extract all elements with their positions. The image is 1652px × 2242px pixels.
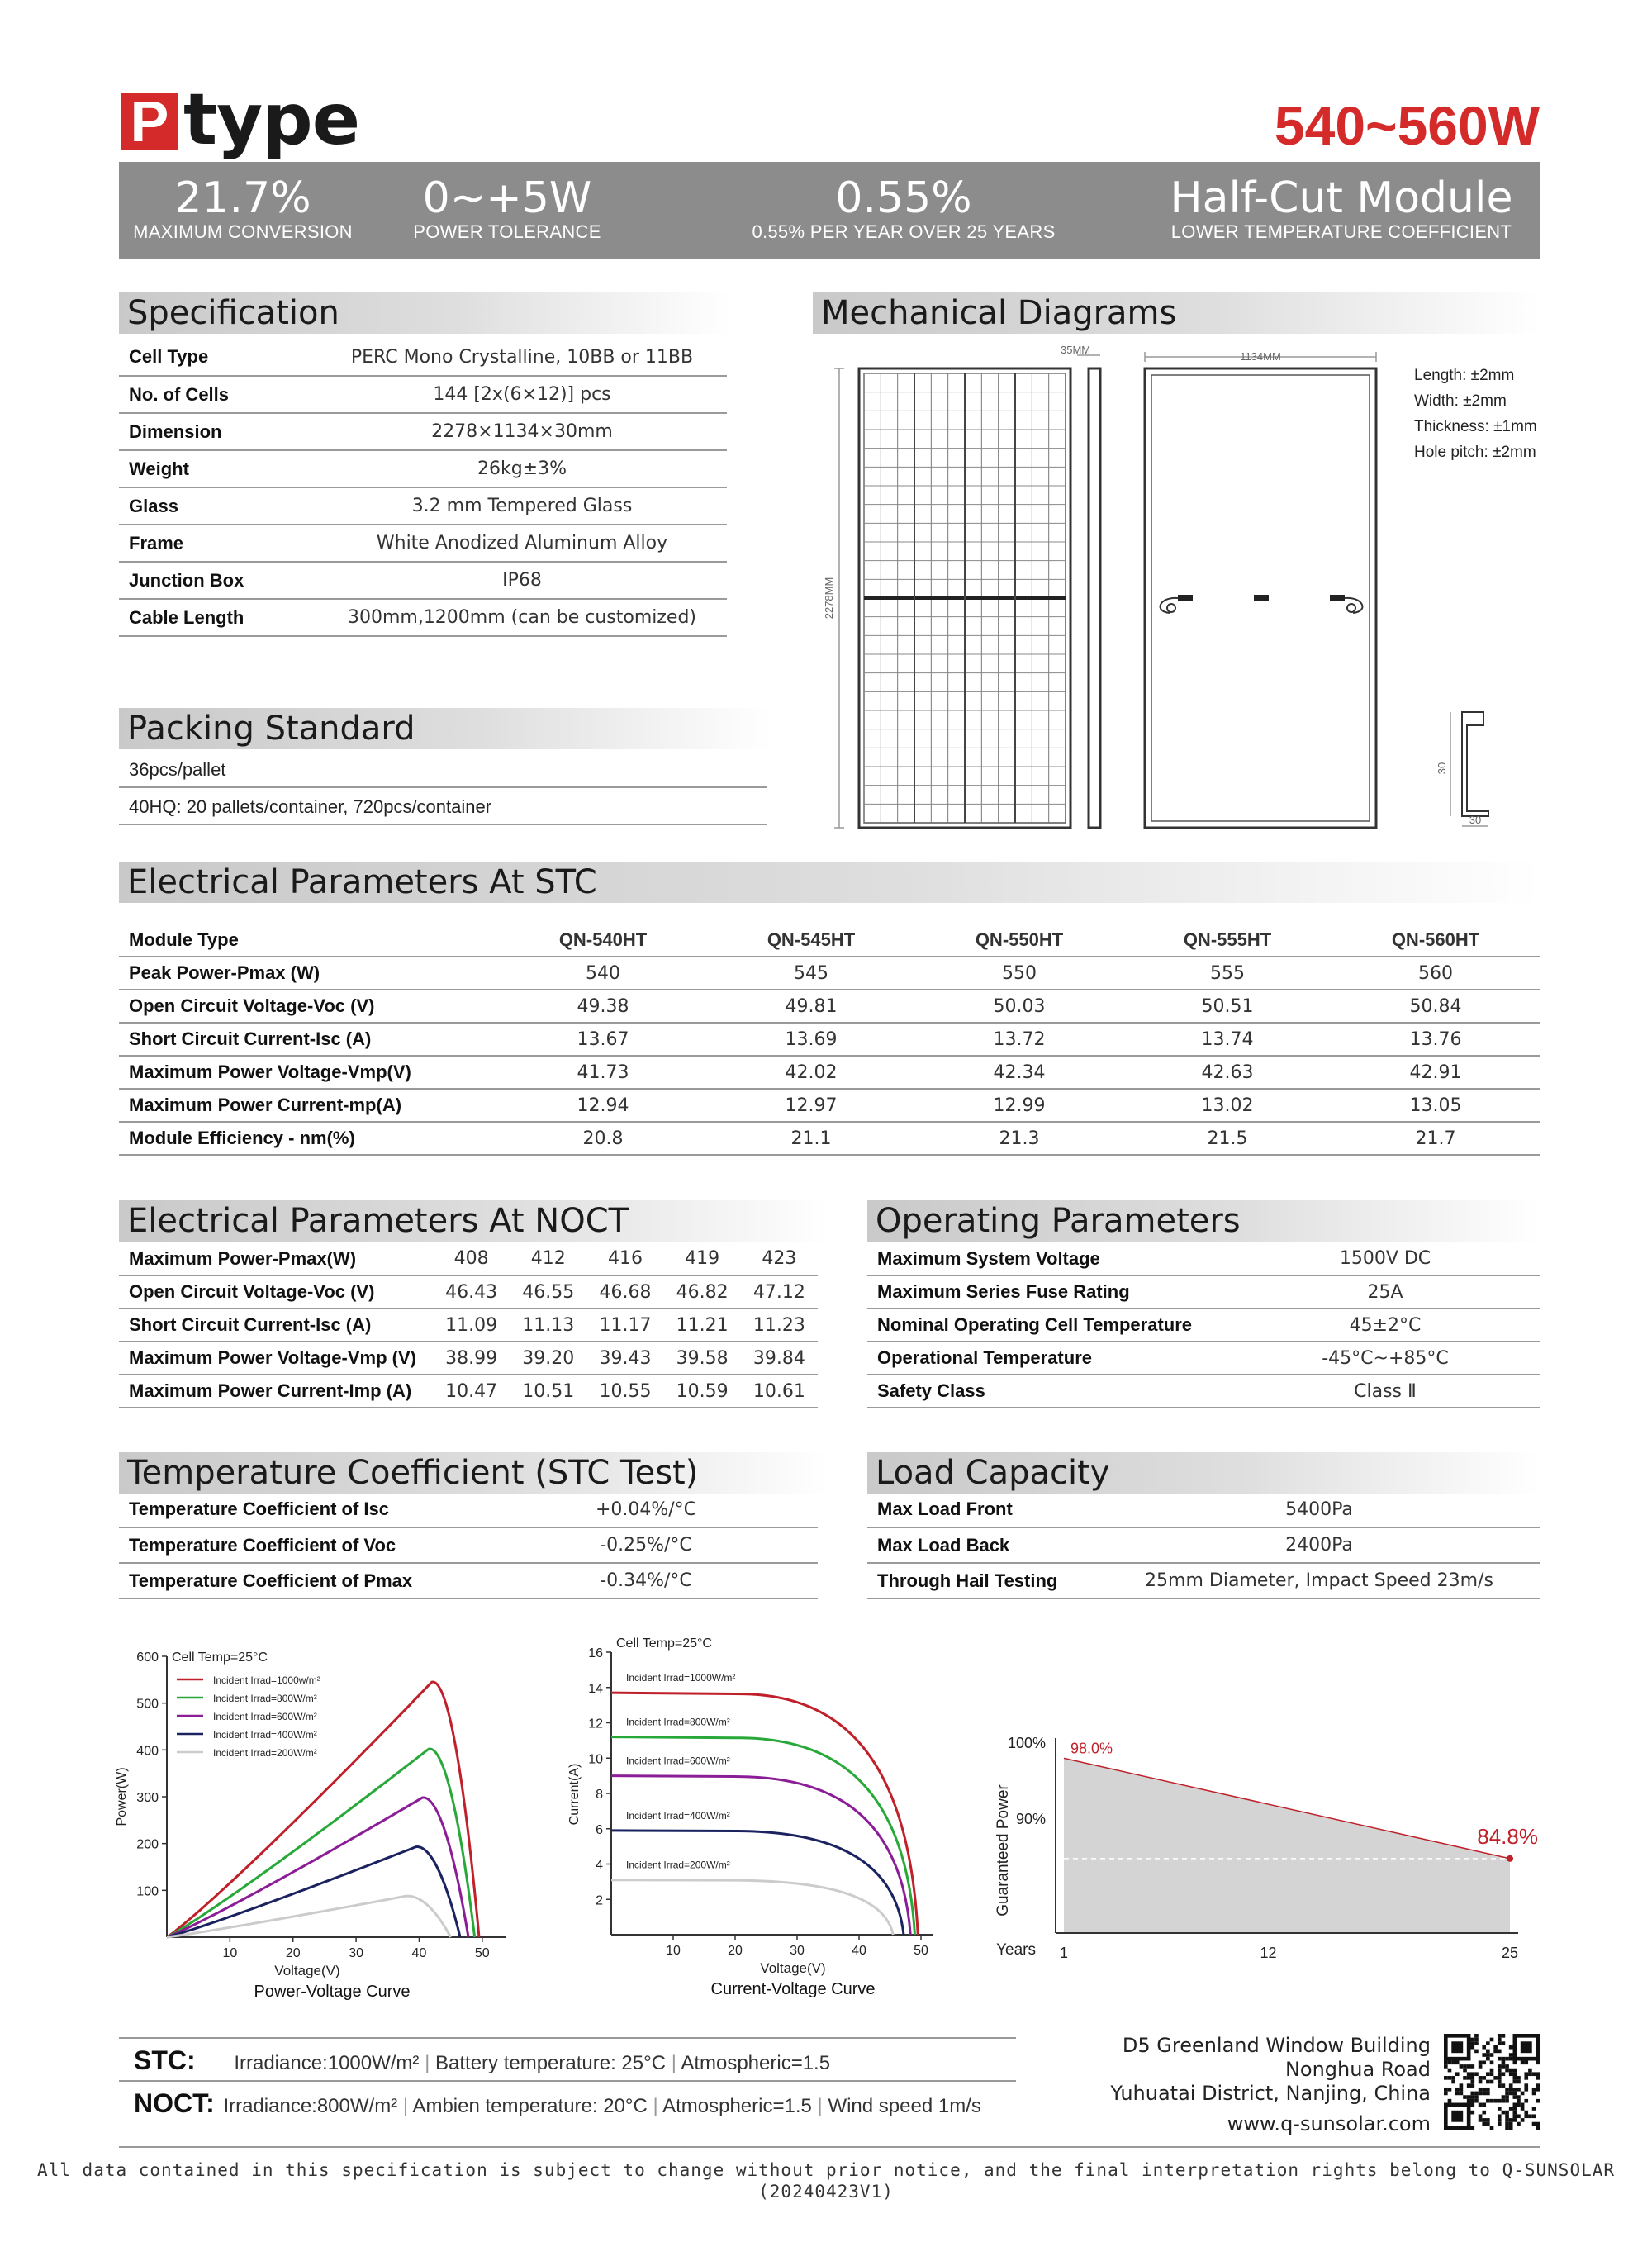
stc-header: Electrical Parameters At STC	[119, 862, 1540, 903]
noct-row-label: Maximum Power-Pmax(W)	[119, 1242, 433, 1275]
noct-row-value: 412	[510, 1242, 586, 1275]
banner-caption: MAXIMUM CONVERSION	[133, 221, 353, 242]
y-tick-label: 14	[588, 1681, 603, 1696]
stc-header-row-value: QN-550HT	[915, 924, 1123, 957]
temp-coefficient-table	[119, 1492, 818, 1599]
series-label: Incident Irrad=800W/m²	[626, 1716, 730, 1728]
operating-header: Operating Parameters	[867, 1200, 1540, 1242]
stc-condition: Battery temperature: 25°C	[435, 2052, 667, 2074]
spec-row-value: 26kg±3%	[317, 450, 727, 487]
stc-condition: Atmospheric=1.5	[681, 2052, 831, 2074]
operating-row-value: 45±2°C	[1231, 1309, 1540, 1342]
noct-condition: Ambien temperature: 20°C	[412, 2095, 648, 2117]
stc-row-value: 13.02	[1123, 1089, 1332, 1122]
chart-title: Current-Voltage Curve	[710, 1980, 876, 1998]
stc-row-value: 13.05	[1332, 1089, 1540, 1122]
divider	[119, 2037, 1016, 2039]
stc-row-label: Open Circuit Voltage-Voc (V)	[119, 990, 499, 1023]
banner-caption: LOWER TEMPERATURE COEFFICIENT	[1170, 221, 1512, 242]
x-tick-label: 40	[852, 1944, 866, 1958]
address-line: Nonghua Road	[1284, 2058, 1431, 2081]
noct-row-value: 419	[664, 1242, 741, 1275]
noct-conditions: NOCT: Irradiance:800W/m² | Ambien temperature: 20°C | Atmospheric=1.5 | Wind speed 1m/s	[134, 2088, 981, 2118]
stc-row-value: 560	[1332, 957, 1540, 990]
operating-row-label: Operational Temperature	[867, 1342, 1231, 1375]
banner-conversion	[119, 175, 367, 243]
stc-row-value: 21.1	[707, 1122, 915, 1155]
noct-row-value: 10.59	[664, 1375, 741, 1408]
y-axis-label: Power(W)	[115, 1767, 129, 1826]
spec-row	[119, 562, 727, 599]
spec-row-label: Cable Length	[119, 599, 317, 636]
noct-row-value: 11.21	[664, 1309, 741, 1342]
spec-row-label: Dimension	[119, 413, 317, 450]
x-tick-label: 10	[222, 1946, 238, 1960]
banner-value: 21.7%	[174, 173, 311, 223]
spec-row-value: IP68	[317, 562, 727, 599]
y-tick-label: 4	[596, 1858, 603, 1873]
power-voltage-chart	[107, 1640, 553, 2003]
noct-row-value: 46.82	[664, 1275, 741, 1309]
legend-label: Incident Irrad=800W/m²	[213, 1693, 317, 1704]
noct-condition: Atmospheric=1.5	[662, 2095, 812, 2117]
stc-row-label: Maximum Power Current-mp(A)	[119, 1089, 499, 1122]
dim-frame-height: 30	[1436, 762, 1448, 775]
iv-series-line	[611, 1831, 904, 1935]
x-tick-label: 50	[474, 1946, 490, 1960]
series-label: Incident Irrad=1000W/m²	[626, 1672, 736, 1684]
operating-row-label: Maximum Series Fuse Rating	[867, 1275, 1231, 1309]
x-tick-label: 25	[1501, 1945, 1519, 1961]
banner-halfcut	[1168, 175, 1515, 243]
chart-title: Power-Voltage Curve	[254, 1983, 411, 2001]
x-tick-label: 30	[790, 1944, 805, 1958]
x-tick-label: 30	[349, 1946, 363, 1960]
stc-row-value: 49.38	[499, 990, 707, 1023]
spec-row	[119, 339, 727, 376]
dim-thickness-label: 35MM	[1061, 344, 1091, 356]
dim-width-label: 1134MM	[1240, 350, 1281, 363]
noct-row-value: 416	[586, 1242, 663, 1275]
tolerance-thickness: Thickness: ±1mm	[1414, 418, 1537, 435]
stc-row-value: 12.99	[915, 1089, 1123, 1122]
spec-row-label: Cell Type	[119, 339, 317, 376]
load-row-label: Max Load Back	[867, 1527, 1099, 1563]
spec-row-value: 144 [2x(6×12)] pcs	[317, 376, 727, 413]
x-tick-label: 10	[666, 1944, 681, 1958]
x-tick-label: 20	[728, 1944, 743, 1958]
y-tick-label: 8	[596, 1788, 603, 1802]
noct-row	[119, 1309, 818, 1342]
iv-series-line	[611, 1880, 893, 1935]
stc-header-row-value: QN-560HT	[1332, 924, 1540, 957]
power-warranty-chart	[983, 1727, 1553, 1974]
footer-disclaimer: All data contained in this specification is subject to change without prior notice, and the final interpretation rights belong to Q-SUNSOLAR (20240423V1)	[36, 2160, 1616, 2202]
stc-row-value: 13.76	[1332, 1023, 1540, 1056]
website-link[interactable]: www.q-sunsolar.com	[1227, 2112, 1431, 2135]
stc-row-value: 50.51	[1123, 990, 1332, 1023]
temp-coef-row-label: Temperature Coefficient of Isc	[119, 1492, 474, 1527]
stc-row-value: 50.84	[1332, 990, 1540, 1023]
stc-row-value: 49.81	[707, 990, 915, 1023]
x-axis-label: Voltage(V)	[760, 1960, 826, 1976]
temp-coef-row-value: +0.04%/°C	[474, 1492, 818, 1527]
panel-back-view	[1145, 368, 1376, 828]
noct-row-label: Open Circuit Voltage-Voc (V)	[119, 1275, 433, 1309]
banner-value: 0.55%	[835, 173, 972, 223]
banner-caption: POWER TOLERANCE	[413, 221, 601, 242]
stc-row-label: Maximum Power Voltage-Vmp(V)	[119, 1056, 499, 1089]
load-row	[867, 1527, 1540, 1563]
pv-series-line	[167, 1798, 468, 1937]
operating-row-value: Class Ⅱ	[1231, 1375, 1540, 1408]
stc-conditions: STC: Irradiance:1000W/m² | Battery temperature: 25°C | Atmospheric=1.5	[134, 2045, 831, 2075]
x-tick-label: 1	[1059, 1945, 1069, 1961]
noct-row-value: 39.58	[664, 1342, 741, 1375]
y-axis-label: Current(A)	[567, 1763, 582, 1826]
noct-condition: Irradiance:800W/m²	[223, 2095, 398, 2117]
stc-row-value: 42.91	[1332, 1056, 1540, 1089]
noct-row-value: 39.84	[741, 1342, 818, 1375]
stc-row-value: 13.72	[915, 1023, 1123, 1056]
operating-row	[867, 1375, 1540, 1408]
stc-header-row-value: QN-545HT	[707, 924, 915, 957]
packing-list	[119, 752, 767, 825]
stc-row-value: 12.94	[499, 1089, 707, 1122]
operating-row-value: -45°C~+85°C	[1231, 1342, 1540, 1375]
stc-row	[119, 1056, 1540, 1089]
noct-row	[119, 1342, 818, 1375]
stc-condition: Irradiance:1000W/m²	[234, 2052, 420, 2074]
dim-frame-width: 30	[1469, 814, 1482, 826]
stc-header-row-value: QN-555HT	[1123, 924, 1332, 957]
x-tick-label: 12	[1260, 1945, 1277, 1961]
mechanical-header: Mechanical Diagrams	[813, 292, 1540, 334]
stc-header-row	[119, 924, 1540, 957]
stc-row-value: 20.8	[499, 1122, 707, 1155]
dim-length-label: 2278MM	[823, 577, 835, 620]
stc-row-value: 540	[499, 957, 707, 990]
frame-profile	[1436, 712, 1488, 826]
legend-label: Incident Irrad=1000w/m²	[213, 1674, 320, 1686]
operating-row-label: Nominal Operating Cell Temperature	[867, 1309, 1231, 1342]
packing-row: 40HQ: 20 pallets/container, 720pcs/container	[119, 788, 767, 825]
load-capacity-table	[867, 1492, 1540, 1599]
noct-table	[119, 1242, 818, 1408]
noct-header: Electrical Parameters At NOCT	[119, 1200, 829, 1242]
company-address	[1110, 2034, 1431, 2136]
tolerance-hole-pitch: Hole pitch: ±2mm	[1414, 444, 1536, 461]
noct-row-label: Maximum Power Current-Imp (A)	[119, 1375, 433, 1408]
logo-word: type	[183, 78, 360, 161]
noct-row-value: 10.61	[741, 1375, 818, 1408]
y-tick-label: 100%	[1007, 1735, 1046, 1751]
spec-row	[119, 487, 727, 525]
stc-row	[119, 990, 1540, 1023]
spec-row-label: No. of Cells	[119, 376, 317, 413]
operating-row-value: 1500V DC	[1231, 1242, 1540, 1275]
y-tick-label: 12	[588, 1717, 603, 1731]
noct-row-value: 408	[433, 1242, 510, 1275]
y-tick-label: 16	[588, 1646, 603, 1660]
stc-row-value: 13.67	[499, 1023, 707, 1056]
logo-p-box: P	[121, 93, 178, 150]
spec-row	[119, 376, 727, 413]
y-tick-label: 2	[596, 1893, 603, 1908]
operating-table	[867, 1242, 1540, 1408]
banner-value: Half-Cut Module	[1170, 173, 1513, 223]
noct-row-value: 10.55	[586, 1375, 663, 1408]
warranty-end-label: 84.8%	[1477, 1823, 1538, 1849]
operating-row-label: Safety Class	[867, 1375, 1231, 1408]
legend-label: Incident Irrad=200W/m²	[213, 1747, 317, 1759]
stc-row	[119, 957, 1540, 990]
noct-row-value: 11.23	[741, 1309, 818, 1342]
spec-row-value: White Anodized Aluminum Alloy	[317, 525, 727, 562]
spec-row-label: Weight	[119, 450, 317, 487]
address-line: D5 Greenland Window Building	[1122, 2034, 1431, 2057]
chart-annotation: Cell Temp=25°C	[172, 1651, 268, 1665]
x-axis-label: Voltage(V)	[274, 1963, 340, 1978]
load-row	[867, 1563, 1540, 1598]
spec-row	[119, 525, 727, 562]
series-label: Incident Irrad=600W/m²	[626, 1755, 730, 1767]
y-axis-label: Guaranteed Power	[995, 1784, 1012, 1917]
panel-front-view	[859, 368, 1070, 828]
noct-row-value: 39.20	[510, 1342, 586, 1375]
noct-row-value: 11.17	[586, 1309, 663, 1342]
legend-label: Incident Irrad=400W/m²	[213, 1729, 317, 1741]
y-tick-label: 6	[596, 1822, 603, 1837]
load-row-label: Max Load Front	[867, 1492, 1099, 1527]
temp-coefficient-header: Temperature Coefficient (STC Test)	[119, 1452, 829, 1494]
spec-row	[119, 599, 727, 636]
stc-row-value: 41.73	[499, 1056, 707, 1089]
temp-coef-row	[119, 1492, 818, 1527]
current-voltage-chart	[562, 1636, 958, 2003]
noct-row-value: 10.47	[433, 1375, 510, 1408]
stc-row-value: 12.97	[707, 1089, 915, 1122]
y-tick-label: 10	[588, 1752, 603, 1767]
stc-row	[119, 1122, 1540, 1155]
temp-coef-row	[119, 1527, 818, 1563]
stc-row	[119, 1023, 1540, 1056]
tolerance-width: Width: ±2mm	[1414, 392, 1507, 410]
y-tick-label: 600	[136, 1651, 159, 1665]
spec-row-value: PERC Mono Crystalline, 10BB or 11BB	[317, 339, 727, 376]
y-tick-label: 90%	[1015, 1811, 1046, 1827]
specification-table	[119, 339, 727, 637]
packing-row: 36pcs/pallet	[119, 752, 767, 788]
stc-row-value: 21.7	[1332, 1122, 1540, 1155]
operating-row	[867, 1342, 1540, 1375]
operating-row-value: 25A	[1231, 1275, 1540, 1309]
stc-conditions-label: STC:	[134, 2045, 196, 2075]
noct-row-value: 11.09	[433, 1309, 510, 1342]
operating-row	[867, 1242, 1540, 1275]
stc-row-value: 21.3	[915, 1122, 1123, 1155]
load-row-value: 2400Pa	[1099, 1527, 1540, 1563]
stc-row-label: Peak Power-Pmax (W)	[119, 957, 499, 990]
load-row-value: 5400Pa	[1099, 1492, 1540, 1527]
x-tick-label: 50	[914, 1944, 928, 1958]
noct-row	[119, 1242, 818, 1275]
noct-row-value: 46.43	[433, 1275, 510, 1309]
temp-coef-row	[119, 1563, 818, 1598]
stc-row	[119, 1089, 1540, 1122]
y-tick-label: 500	[136, 1697, 159, 1712]
packing-header: Packing Standard	[119, 708, 771, 749]
spec-row-value: 3.2 mm Tempered Glass	[317, 487, 727, 525]
noct-conditions-label: NOCT:	[134, 2088, 215, 2118]
specification-header: Specification	[119, 292, 730, 334]
stc-header-row-value: QN-540HT	[499, 924, 707, 957]
stc-row-value: 13.69	[707, 1023, 915, 1056]
qr-code-icon	[1444, 2034, 1540, 2130]
noct-row-value: 10.51	[510, 1375, 586, 1408]
stc-row-value: 42.02	[707, 1056, 915, 1089]
spec-row	[119, 413, 727, 450]
temp-coef-row-label: Temperature Coefficient of Voc	[119, 1527, 474, 1563]
footer-divider	[119, 2146, 1540, 2148]
stc-row-label: Module Efficiency - nm(%)	[119, 1122, 499, 1155]
y-tick-label: 200	[136, 1837, 159, 1852]
stc-row-label: Short Circuit Current-Isc (A)	[119, 1023, 499, 1056]
stc-row-value: 50.03	[915, 990, 1123, 1023]
warranty-end-point	[1507, 1855, 1513, 1862]
stc-row-value: 42.63	[1123, 1056, 1332, 1089]
noct-row-value: 39.43	[586, 1342, 663, 1375]
x-axis-label: Years	[996, 1941, 1036, 1959]
noct-row-label: Maximum Power Voltage-Vmp (V)	[119, 1342, 433, 1375]
spec-row-label: Glass	[119, 487, 317, 525]
spec-row-label: Junction Box	[119, 562, 317, 599]
stc-row-value: 13.74	[1123, 1023, 1332, 1056]
banner-caption: 0.55% PER YEAR OVER 25 YEARS	[752, 221, 1056, 242]
noct-row-value: 46.55	[510, 1275, 586, 1309]
legend-label: Incident Irrad=600W/m²	[213, 1711, 317, 1722]
y-tick-label: 400	[136, 1744, 159, 1759]
stc-header-row-label: Module Type	[119, 924, 499, 957]
series-label: Incident Irrad=200W/m²	[626, 1859, 730, 1871]
noct-condition: Wind speed 1m/s	[828, 2095, 981, 2117]
noct-row-value: 38.99	[433, 1342, 510, 1375]
banner-degradation	[730, 175, 1077, 243]
noct-row-value: 46.68	[586, 1275, 663, 1309]
warranty-area	[1064, 1758, 1510, 1933]
operating-row	[867, 1275, 1540, 1309]
feature-banner	[119, 162, 1540, 259]
stc-row-value: 545	[707, 957, 915, 990]
divider	[119, 2080, 1016, 2082]
mechanical-diagram	[813, 339, 1540, 834]
spec-row-label: Frame	[119, 525, 317, 562]
pv-series-line	[167, 1749, 475, 1937]
x-tick-label: 20	[285, 1946, 301, 1960]
load-capacity-header: Load Capacity	[867, 1452, 1540, 1494]
noct-row-value: 423	[741, 1242, 818, 1275]
stc-row-value: 21.5	[1123, 1122, 1332, 1155]
load-row-label: Through Hail Testing	[867, 1563, 1099, 1598]
load-row-value: 25mm Diameter, Impact Speed 23m/s	[1099, 1563, 1540, 1598]
stc-row-value: 555	[1123, 957, 1332, 990]
warranty-start-label: 98.0%	[1070, 1740, 1113, 1757]
temp-coef-row-label: Temperature Coefficient of Pmax	[119, 1563, 474, 1598]
spec-row-value: 300mm,1200mm (can be customized)	[317, 599, 727, 636]
banner-tolerance	[400, 175, 615, 243]
temp-coef-row-value: -0.25%/°C	[474, 1527, 818, 1563]
noct-row-label: Short Circuit Current-Isc (A)	[119, 1309, 433, 1342]
noct-row-value: 11.13	[510, 1309, 586, 1342]
operating-row	[867, 1309, 1540, 1342]
stc-row-value: 550	[915, 957, 1123, 990]
spec-row	[119, 450, 727, 487]
y-tick-label: 100	[136, 1884, 159, 1899]
noct-row-value: 47.12	[741, 1275, 818, 1309]
x-tick-label: 40	[411, 1946, 427, 1960]
noct-row	[119, 1375, 818, 1408]
iv-series-line	[611, 1776, 910, 1935]
tolerance-length: Length: ±2mm	[1414, 367, 1515, 384]
stc-table	[119, 924, 1540, 1156]
operating-row-label: Maximum System Voltage	[867, 1242, 1231, 1275]
chart-annotation: Cell Temp=25°C	[616, 1636, 712, 1651]
stc-row-value: 42.34	[915, 1056, 1123, 1089]
panel-side-view	[1089, 368, 1100, 828]
noct-row	[119, 1275, 818, 1309]
address-line: Yuhuatai District, Nanjing, China	[1110, 2082, 1431, 2105]
series-label: Incident Irrad=400W/m²	[626, 1809, 730, 1822]
power-range: 540~560W	[1274, 95, 1540, 156]
banner-value: 0~+5W	[422, 173, 592, 223]
spec-row-value: 2278×1134×30mm	[317, 413, 727, 450]
y-tick-label: 300	[136, 1791, 159, 1805]
temp-coef-row-value: -0.34%/°C	[474, 1563, 818, 1598]
load-row	[867, 1492, 1540, 1527]
